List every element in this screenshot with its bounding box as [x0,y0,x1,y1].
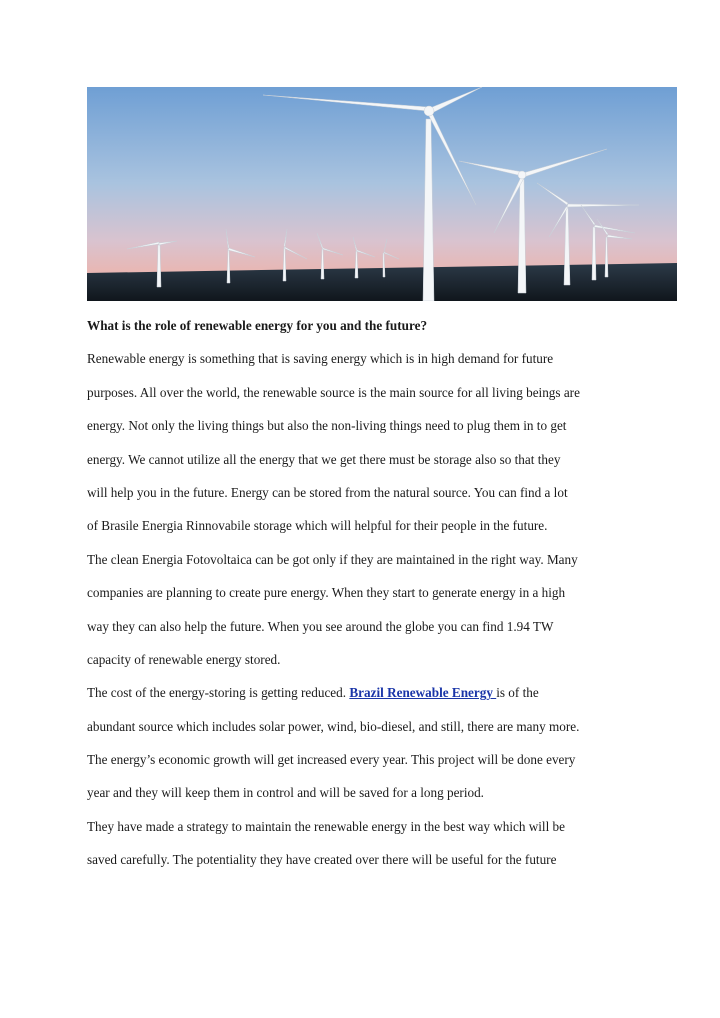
paragraph-2 [87,546,647,680]
text-before-link: The cost of the energy-storing is getting reduced. [87,685,350,701]
text-line: The clean Energia Fotovoltaica can be got only if they are maintained in the right way. Many [87,551,578,567]
text-line: will help you in the future. Energy can be stored from the natural source. You can find a lot [87,484,568,500]
text-line: year and they will keep them in control and will be saved for a long period. [87,785,484,801]
paragraph-4 [87,813,647,880]
text-line: They have made a strategy to maintain the renewable energy in the best way which will be [87,818,566,834]
paragraph-3 [87,679,647,813]
wind-turbines-illustration [87,87,677,301]
text-line: energy. Not only the living things but also the non-living things need to plug them in to get [87,418,567,434]
brazil-renewable-energy-link[interactable]: Brazil Renewable Energy [349,685,497,701]
article-heading: What is the role of renewable energy for you and the future? [87,318,428,333]
text-line: of Brasile Energia Rinnovabile storage which will helpful for their people in the future. [87,518,548,534]
text-line: energy. We cannot utilize all the energy that we get there must be storage also so that they [87,451,561,467]
text-line: companies are planning to create pure energy. When they start to generate energy in a high [87,585,566,601]
text-line-with-link [87,679,647,712]
article-body [87,312,647,880]
text-line: saved carefully. The potentiality they have created over there will be useful for the future [87,852,557,868]
wind-farm-photo [87,87,677,301]
text-line: abundant source which includes solar power, wind, bio-diesel, and still, there are many more. [87,718,580,734]
text-line: Renewable energy is something that is saving energy which is in high demand for future [87,351,554,367]
text-line: The energy’s economic growth will get increased every year. This project will be done every [87,752,576,768]
text-line: purposes. All over the world, the renewable source is the main source for all living beings are [87,384,580,400]
paragraph-1 [87,345,647,545]
text-line: way they can also help the future. When you see around the globe you can find 1.94 TW [87,618,554,634]
text-after-link: is of the [496,685,539,701]
text-line: capacity of renewable energy stored. [87,651,281,667]
